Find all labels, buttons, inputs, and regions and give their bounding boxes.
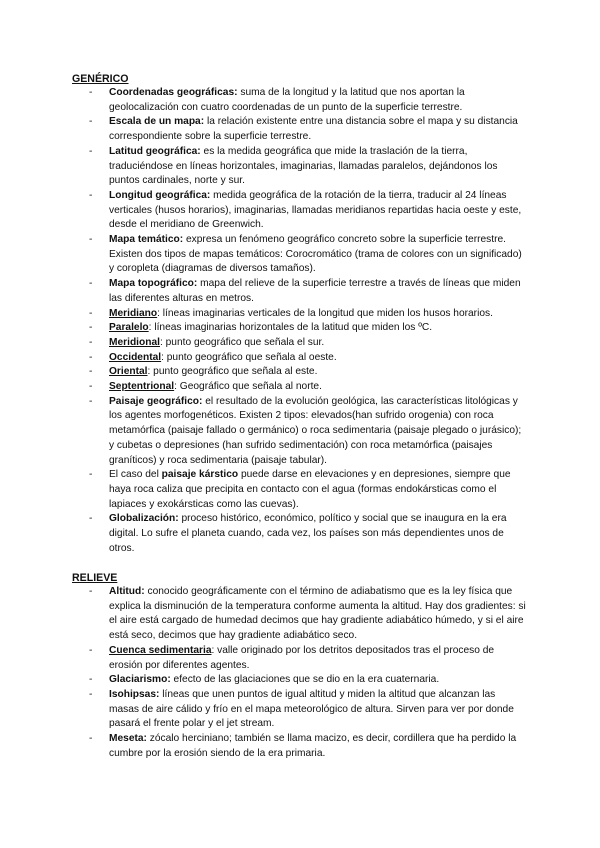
list-item: - El caso del paisaje kárstico puede darse en elevaciones y en depresiones, siempre que haya roca caliza que precipita en contacto con el agua (formas endokársticas como el lapiaces y exokársticas como las cuevas). — [89, 469, 511, 510]
list-item: - Coordenadas geográficas: suma de la longitud y la latitud que nos aportan la geolocalización con cuatro coordenadas de un punto de la superficie terrestre. — [89, 87, 465, 113]
list-item: - Escala de un mapa: la relación existente entre una distancia sobre el mapa y su distancia correspondiente sobre la superficie terrestre. — [89, 116, 518, 143]
list-item: - Meseta: zócalo herciniano; también se llama macizo, es decir, cordillera que ha perdido la cumbre por la erosión siendo de la era primaria. — [89, 733, 517, 759]
list-item: - Isohipsas: líneas que unen puntos de igual altitud y miden la altitud que alcanzan las masas de aire cálido y frío en el mapa meteorológico de altura. Sirven para ver por donde pasará el frente polar y el jet stream. — [89, 688, 514, 730]
list-item: - Globalización: proceso histórico, económico, político y social que se inaugura en la era digital. Lo sufre el planeta cuando, cada vez, los países son más dependientes unos de otros. — [89, 513, 507, 554]
list-item: - Occidental: punto geográfico que señala al oeste. — [89, 351, 337, 363]
list-item: - Latitud geográfica: es la medida geográfica que mide la traslación de la tierra, traduciéndose en líneas horizontales, imaginarias, llamadas paralelos, dejándonos los puntos cardinales, norte y sur. — [89, 145, 498, 187]
list-item: - Paisaje geográfico: el resultado de la evolución geológica, las características litológicas y los agentes morfogenéticos. Existen 2 tipos: elevados(han sufrido orogenia) con roca metamórfica (paisaje fallado o germánico) o roca sedimentaria (paisaje plegado o jurásico); y cubetas o depresiones (han sufrido sedimentación) con roca metamórfica (paisajes graníticos) y roca sedimentaria (paisaje tabular). — [89, 395, 522, 466]
generico-list — [0, 86, 600, 557]
section-title-relieve: RELIEVE — [72, 572, 118, 584]
list-item: - Altitud: conocido geográficamente con el término de adiabatismo que es la ley física que explica la disminución de la temperatura conforme aumenta la altitud. Hay dos gradientes: si el aire está cargado de humedad decimos que hay gradiente adiabático húmedo, y si el aire está seco, decimos que hay gradiente adiabático seco. — [89, 586, 526, 642]
list-item: - Mapa topográfico: mapa del relieve de la superficie terrestre a través de líneas que miden las diferentes alturas en metros. — [89, 278, 521, 304]
list-item: - Longitud geográfica: medida geográfica de la rotación de la tierra, traducir al 24 líneas verticales (husos horarios), imaginarias, llamadas meridianos repartidas hacia oeste y este, desde el meridiano de Greenwich. — [89, 189, 522, 231]
list-item: - Mapa temático: expresa un fenómeno geográfico concreto sobre la superficie terrestre. Existen dos tipos de mapas temáticos: Corocromático (trama de colores con un significado) y coropleta (diagramas de diversos tamaños). — [89, 234, 522, 275]
list-item: - Paralelo: líneas imaginarias horizontales de la latitud que miden los ºC. — [89, 322, 433, 334]
list-item: - Glaciarismo: efecto de las glaciaciones que se dio en la era cuaternaria. — [89, 674, 440, 686]
list-item: - Septentrional: Geográfico que señala al norte. — [89, 381, 322, 393]
relieve-list — [0, 585, 600, 761]
list-item: - Cuenca sedimentaria: valle originado por los detritos depositados tras el proceso de erosión por diferentes agentes. — [89, 644, 495, 671]
section-title-generico: GENÉRICO — [72, 73, 129, 85]
list-item: - Meridiano: líneas imaginarias verticales de la longitud que miden los husos horarios. — [89, 307, 493, 319]
list-item: - Oriental: punto geográfico que señala al este. — [89, 366, 318, 378]
list-item: - Meridional: punto geográfico que señala el sur. — [89, 336, 325, 348]
